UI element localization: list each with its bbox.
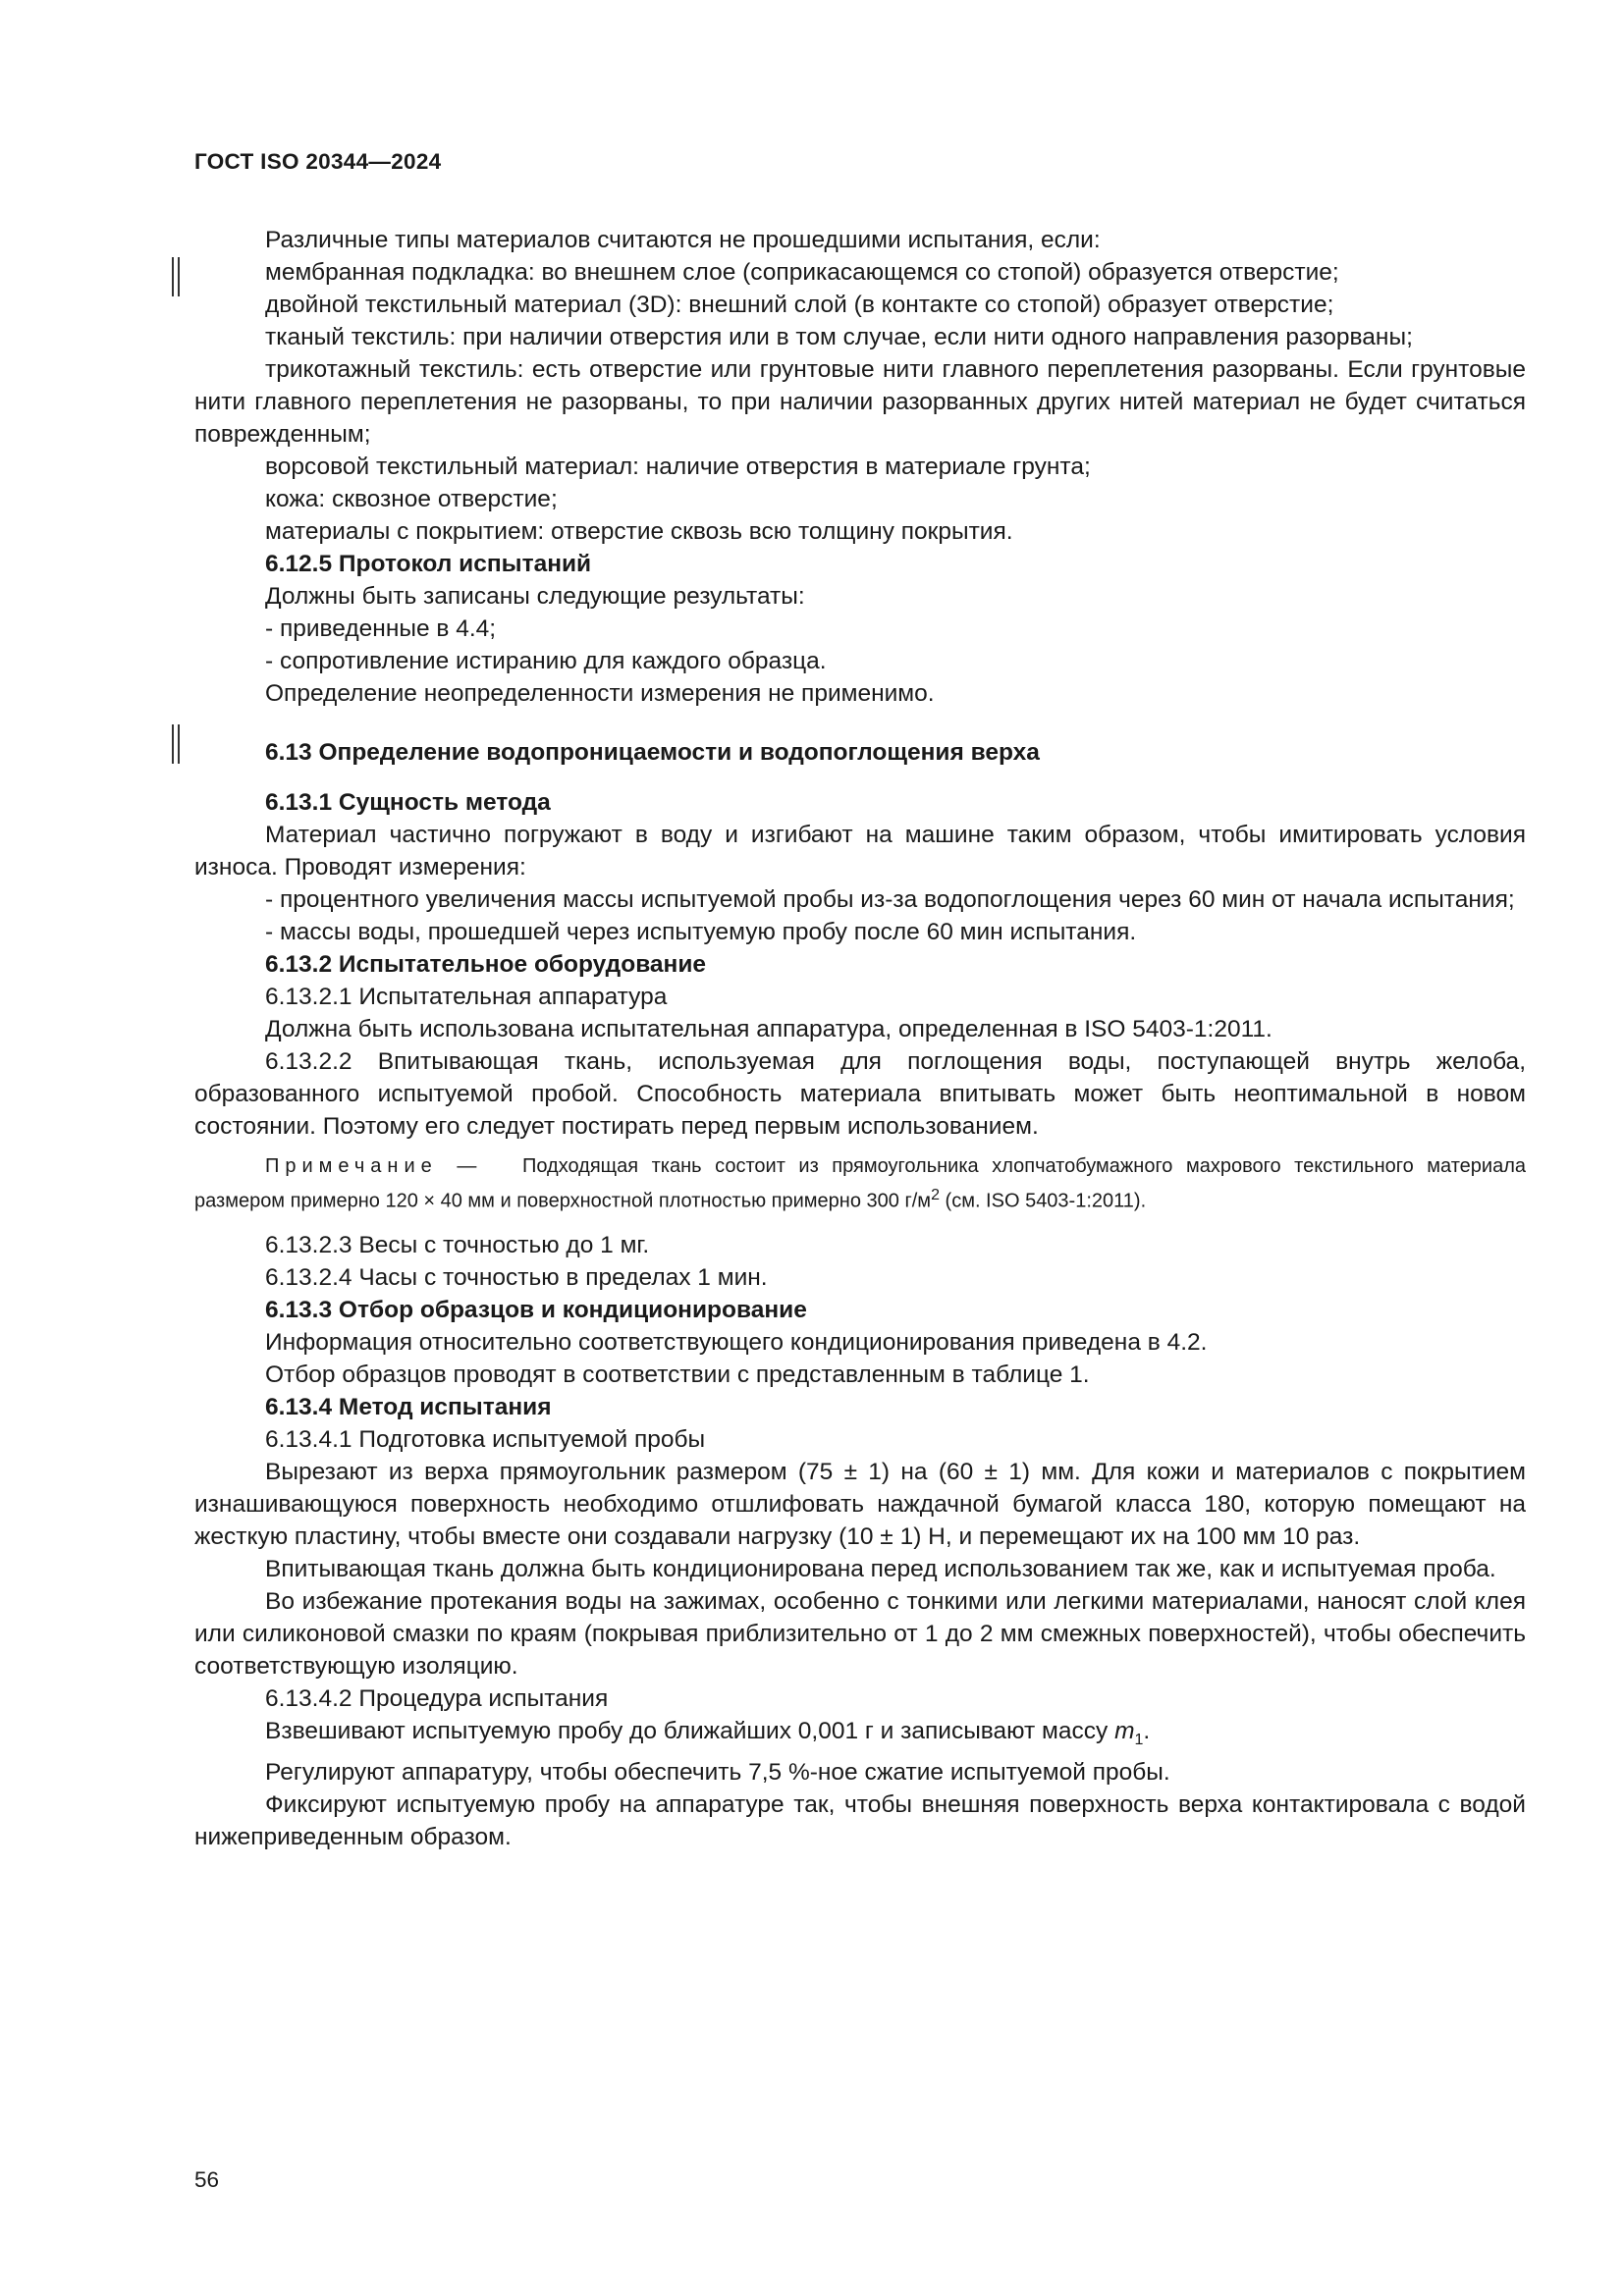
paragraph: Отбор образцов проводят в соответствии с представленным в таблице 1. [265,1361,1090,1388]
body-text [194,224,1526,1853]
paragraph: 6.13.2.1 Испытательная аппаратура [265,984,668,1010]
paragraph: 6.13.4.1 Подготовка испытуемой пробы [265,1425,706,1453]
section-heading-6-13-3: 6.13.3 Отбор образцов и кондиционирование [265,1296,807,1323]
page-number: 56 [194,2167,220,2192]
paragraph: Должны быть записаны следующие результаты: [265,583,805,610]
paragraph: Материал частично погружают в воду и изгибают на машине таким образом, чтобы имитировать условия износа. Проводят измерения: [194,822,1526,881]
paragraph [194,1715,1526,1756]
paragraph: двойной текстильный материал (3D): внешний слой (в контакте со стопой) образует отверстие; [265,292,1334,318]
spacer [194,710,1526,736]
list-item: - процентного увеличения массы испытуемой пробы из-за водопоглощения через 60 мин от начала испытания; [265,886,1515,913]
paragraph: 6.13.2.2 Впитывающая ткань, используемая для поглощения воды, поступающей внутрь желоба, образованного испытуемой пробой. Способность материала впитывать может быть неоптимальной в новом состоянии. Поэтому его следует постирать перед первым использованием. [194,1048,1526,1140]
paragraph: Фиксируют испытуемую пробу на аппаратуре так, чтобы внешняя поверхность верха контактировала с водой нижеприведенным образом. [194,1790,1526,1850]
change-bar-marker [172,724,180,764]
section-heading-6-12-5: 6.12.5 Протокол испытаний [265,551,592,577]
paragraph: Определение неопределенности измерения не применимо. [265,680,935,707]
list-item: - массы воды, прошедшей через испытуемую пробу после 60 мин испытания. [265,919,1137,945]
paragraph: Регулируют аппаратуру, чтобы обеспечить 7,5 %-ное сжатие испытуемой пробы. [265,1758,1170,1786]
paragraph: Должна быть использована испытательная аппаратура, определенная в ISO 5403-1:2011. [265,1016,1272,1042]
section-heading-6-13-4: 6.13.4 Метод испытания [265,1393,552,1420]
paragraph: Различные типы материалов считаются не прошедшими испытания, если: [265,227,1101,253]
paragraph: материалы с покрытием: отверстие сквозь всю толщину покрытия. [265,518,1013,545]
list-item: - приведенные в 4.4; [265,615,497,642]
paragraph-text: . [1143,1717,1151,1744]
note-label: Примечание — [265,1155,483,1177]
paragraph: кожа: сквозное отверстие; [265,486,558,512]
mass-variable: m [1114,1717,1135,1744]
paragraph: Впитывающая ткань должна быть кондиционирована перед использованием так же, как и испытуемая проба. [265,1555,1496,1582]
paragraph: 6.13.2.3 Весы с точностью до 1 мг. [265,1231,650,1258]
standard-header: ГОСТ ISO 20344—2024 [194,149,442,174]
note [194,1152,1526,1216]
paragraph: мембранная подкладка: во внешнем слое (соприкасающемся со стопой) образуется отверстие; [265,259,1339,286]
section-heading-6-13-2: 6.13.2 Испытательное оборудование [265,951,707,978]
spacer [194,769,1526,786]
section-heading-6-13-1: 6.13.1 Сущность метода [265,789,551,816]
list-item: - сопротивление истиранию для каждого образца. [265,648,827,674]
paragraph: трикотажный текстиль: есть отверстие или грунтовые нити главного переплетения разорваны. Если грунтовые нити главного переплетения не разорваны, то при наличии разорванных других нитей материал не будет считаться поврежденным; [194,356,1526,448]
note-tail: (см. ISO 5403-1:2011). [945,1190,1147,1212]
paragraph: тканый текстиль: при наличии отверстия или в том случае, если нити одного направления разорваны; [265,324,1413,350]
paragraph: Вырезают из верха прямоугольник размером (75 ± 1) на (60 ± 1) мм. Для кожи и материалов с покрытием изнашивающуюся поверхность необходимо отшлифовать наждачной бумагой класса 180, которую помещают на жесткую пластину, чтобы вместе они создавали нагрузку (10 ± 1) Н, и перемещают их на 100 мм 10 раз. [194,1458,1526,1550]
paragraph: 6.13.2.4 Часы с точностью в пределах 1 мин. [265,1263,768,1291]
note-superscript: 2 [931,1187,940,1203]
paragraph-text: Взвешивают испытуемую пробу до ближайших 0,001 г и записывают массу [265,1717,1115,1744]
note-text: Подходящая ткань состоит из прямоугольника хлопчатобумажного махрового текстильного материала размером примерно 120 × 40 мм и поверхностной плотностью примерно 300 г/м [194,1155,1526,1212]
change-bar-marker [172,257,180,296]
paragraph: Во избежание протекания воды на зажимах, особенно с тонкими или легкими материалами, наносят слой клея или силиконовой смазки по краям (покрывая приблизительно от 1 до 2 мм смежных поверхностей), чтобы обеспечить соответствующую изоляцию. [194,1587,1526,1680]
paragraph: ворсовой текстильный материал: наличие отверстия в материале грунта; [265,454,1091,480]
paragraph: 6.13.4.2 Процедура испытания [265,1684,609,1712]
paragraph: Информация относительно соответствующего кондиционирования приведена в 4.2. [265,1328,1208,1356]
section-heading-6-13: 6.13 Определение водопроницаемости и водопоглощения верха [265,739,1040,766]
mass-subscript: 1 [1134,1731,1144,1748]
